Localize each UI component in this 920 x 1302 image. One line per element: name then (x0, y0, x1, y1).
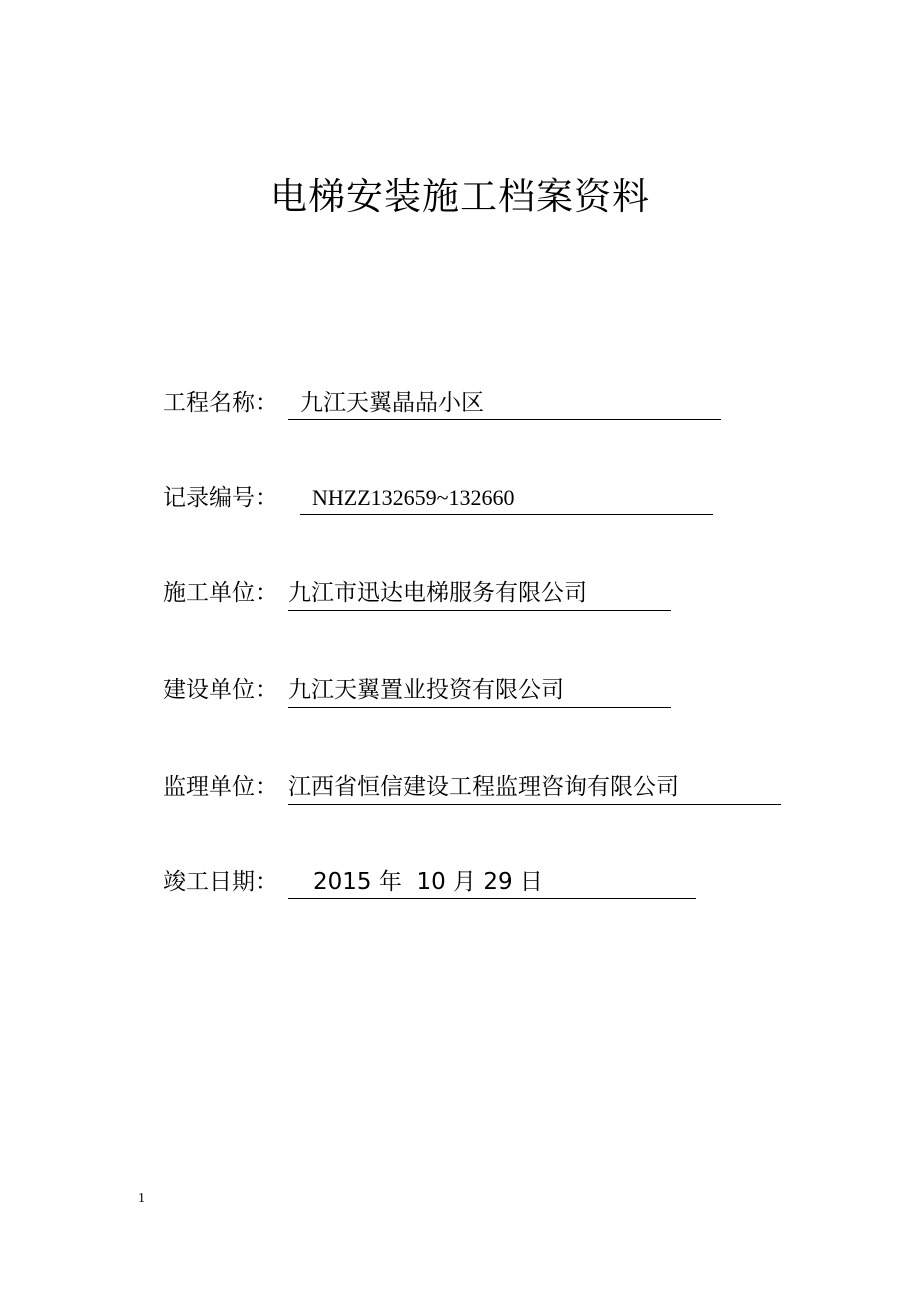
page-number: 1 (138, 1191, 145, 1206)
field-label: 施工单位： (163, 580, 278, 606)
field-label: 竣工日期： (163, 869, 278, 895)
field-value: 九江天翼置业投资有限公司 (288, 672, 671, 708)
field-value: 九江市迅达电梯服务有限公司 (288, 575, 671, 611)
field-label: 工程名称： (163, 390, 278, 416)
field-value: 2015 年 10 月 29 日 (288, 864, 696, 899)
document-title: 电梯安装施工档案资料 (270, 175, 650, 218)
field-value: 江西省恒信建设工程监理咨询有限公司 (288, 769, 781, 805)
field-value: NHZZ132659~132660 (300, 480, 713, 515)
field-value: 九江天翼晶品小区 (288, 385, 721, 420)
field-label: 建设单位： (163, 677, 278, 703)
field-label: 记录编号： (163, 485, 278, 511)
field-label: 监理单位： (163, 774, 278, 800)
